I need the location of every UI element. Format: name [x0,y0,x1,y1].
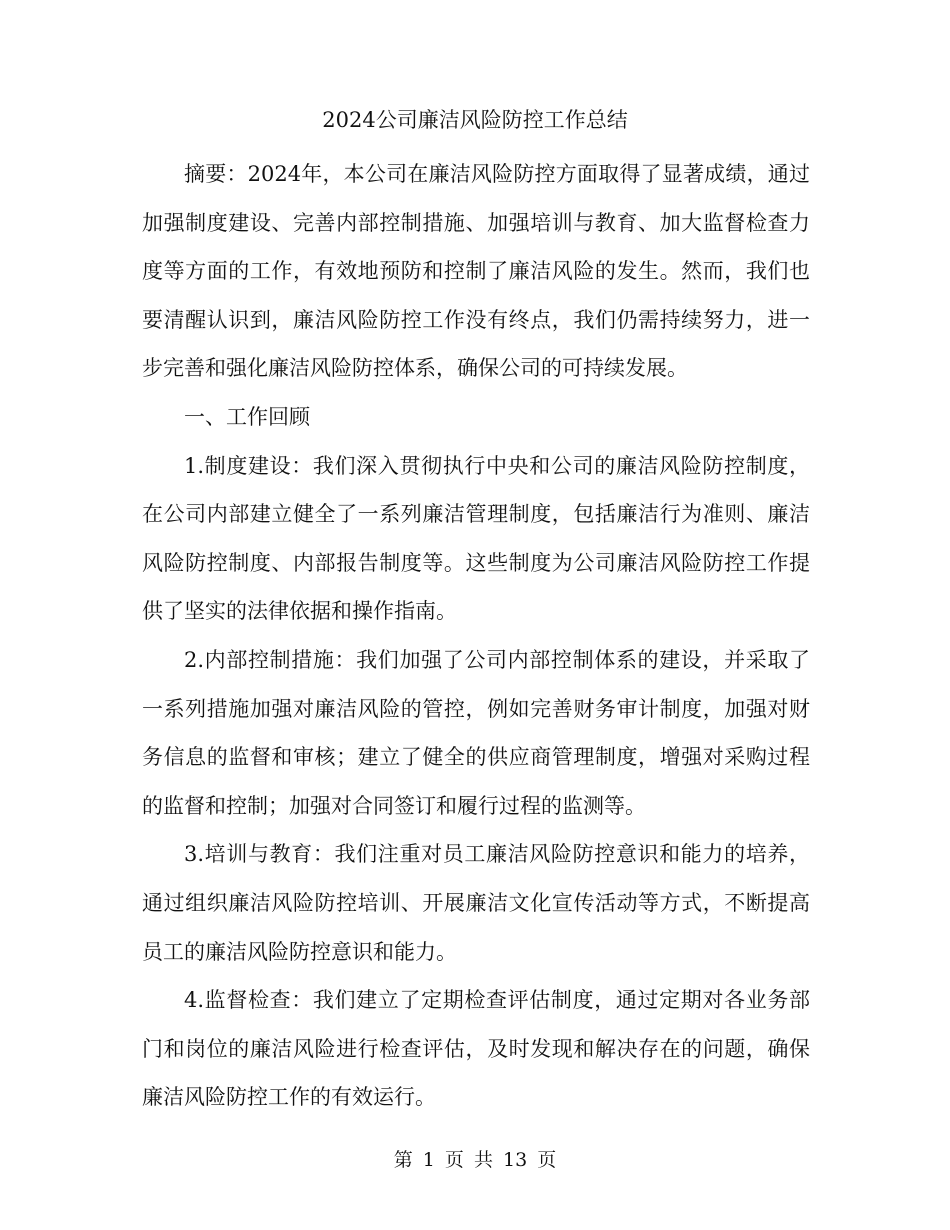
document-body [142,150,810,1122]
paragraph-supervision-inspection: 4.监督检查：我们建立了定期检查评估制度，通过定期对各业务部门和岗位的廉洁风险进行检查评估，及时发现和解决存在的问题，确保廉洁风险防控工作的有效运行。 [142,988,810,1110]
document-title: 2024公司廉洁风险防控工作总结 [322,108,628,132]
paragraph-internal-control: 2.内部控制措施：我们加强了公司内部控制体系的建设，并采取了一系列措施加强对廉洁风险的管控，例如完善财务审计制度，加强对财务信息的监督和审核；建立了健全的供应商管理制度，增强对采购过程的监督和控制；加强对合同签订和履行过程的监测等。 [142,647,810,818]
page-number-footer: 第 1 页 共 13 页 [393,1149,557,1171]
section-heading-work-review: 一、工作回顾 [184,404,310,429]
paragraph-abstract: 摘要：2024年，本公司在廉洁风险防控方面取得了显著成绩，通过加强制度建设、完善内部控制措施、加强培训与教育、加大监督检查力度等方面的工作，有效地预防和控制了廉洁风险的发生。然而，我们也要清醒认识到，廉洁风险防控工作没有终点，我们仍需持续努力，进一步完善和强化廉洁风险防控体系，确保公司的可持续发展。 [142,162,810,381]
paragraph-training-education: 3.培训与教育：我们注重对员工廉洁风险防控意识和能力的培养，通过组织廉洁风险防控培训、开展廉洁文化宣传活动等方式，不断提高员工的廉洁风险防控意识和能力。 [142,842,810,964]
paragraph-system-building: 1.制度建设：我们深入贯彻执行中央和公司的廉洁风险防控制度，在公司内部建立健全了一系列廉洁管理制度，包括廉洁行为准则、廉洁风险防控制度、内部报告制度等。这些制度为公司廉洁风险防控工作提供了坚实的法律依据和操作指南。 [142,453,810,624]
